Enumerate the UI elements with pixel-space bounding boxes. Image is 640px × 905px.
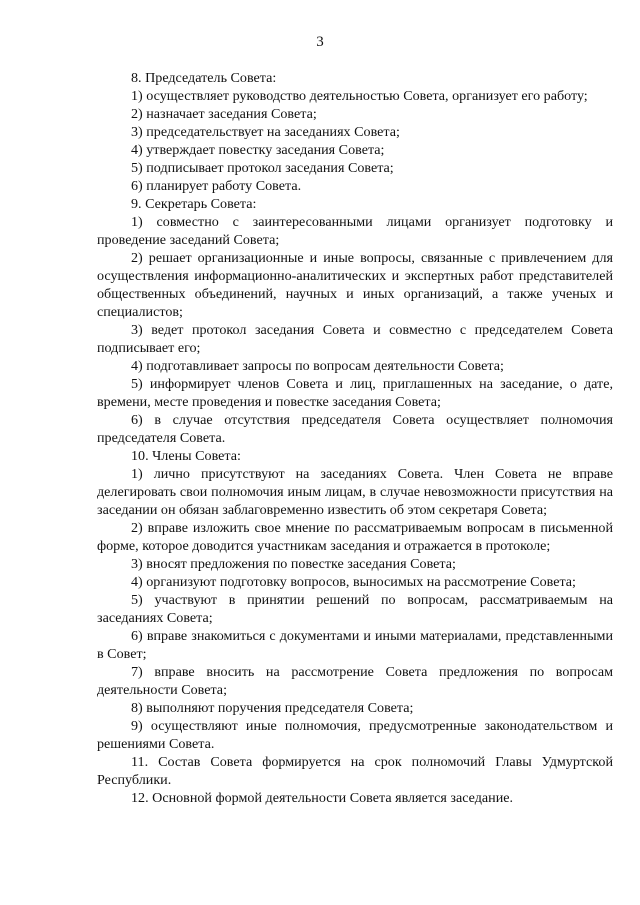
paragraph: 3) председательствует на заседаниях Совета; — [131, 124, 400, 140]
paragraph: 2) решает организационные и иные вопросы, связанные с привлечением для осуществления информационно-аналитических и экспертных работ представителей общественных объединений, научных и иных организаций, а также ученых и специалистов; — [97, 250, 613, 320]
paragraph: 9) осуществляют иные полномочия, предусмотренные законодательством и решениями Совета. — [97, 718, 613, 752]
paragraph: 4) утверждает повестку заседания Совета; — [131, 142, 385, 158]
paragraph: 10. Члены Совета: — [131, 448, 241, 464]
paragraph: 6) вправе знакомиться с документами и иными материалами, представленными в Совет; — [97, 628, 613, 662]
paragraph: 6) планирует работу Совета. — [131, 178, 302, 194]
paragraph: 11. Состав Совета формируется на срок полномочий Главы Удмуртской Республики. — [97, 754, 613, 788]
page-number: 3 — [316, 34, 324, 50]
paragraph: 4) организуют подготовку вопросов, выносимых на рассмотрение Совета; — [131, 574, 576, 590]
paragraph: 2) вправе изложить свое мнение по рассматриваемым вопросам в письменной форме, которое доводится участникам заседания и отражается в протоколе; — [97, 520, 613, 554]
paragraph: 7) вправе вносить на рассмотрение Совета предложения по вопросам деятельности Совета; — [97, 664, 613, 698]
paragraph: 6) в случае отсутствия председателя Совета осуществляет полномочия председателя Совета. — [97, 412, 613, 446]
paragraph: 5) подписывает протокол заседания Совета; — [131, 160, 394, 176]
paragraph: 5) информирует членов Совета и лиц, приглашенных на заседание, о дате, времени, месте проведения и повестке заседания Совета; — [97, 376, 613, 410]
paragraph: 4) подготавливает запросы по вопросам деятельности Совета; — [131, 358, 504, 374]
paragraph: 3) ведет протокол заседания Совета и совместно с председателем Совета подписывает его; — [97, 322, 613, 356]
paragraph: 1) лично присутствуют на заседаниях Совета. Член Совета не вправе делегировать свои полномочия иным лицам, в случае невозможности присутствия на заседании он обязан заблаговременно известить об этом секретаря Совета; — [97, 466, 613, 518]
document-body — [97, 69, 613, 807]
paragraph: 1) осуществляет руководство деятельностью Совета, организует его работу; — [131, 88, 588, 104]
paragraph: 8. Председатель Совета: — [131, 70, 277, 86]
paragraph: 3) вносят предложения по повестке заседания Совета; — [131, 556, 456, 572]
paragraph: 2) назначает заседания Совета; — [131, 106, 317, 122]
paragraph: 5) участвуют в принятии решений по вопросам, рассматриваемым на заседаниях Совета; — [97, 592, 613, 626]
paragraph: 8) выполняют поручения председателя Совета; — [131, 700, 414, 716]
paragraph: 12. Основной формой деятельности Совета является заседание. — [131, 790, 514, 806]
paragraph: 1) совместно с заинтересованными лицами организует подготовку и проведение заседаний Совета; — [97, 214, 613, 248]
paragraph: 9. Секретарь Совета: — [131, 196, 257, 212]
